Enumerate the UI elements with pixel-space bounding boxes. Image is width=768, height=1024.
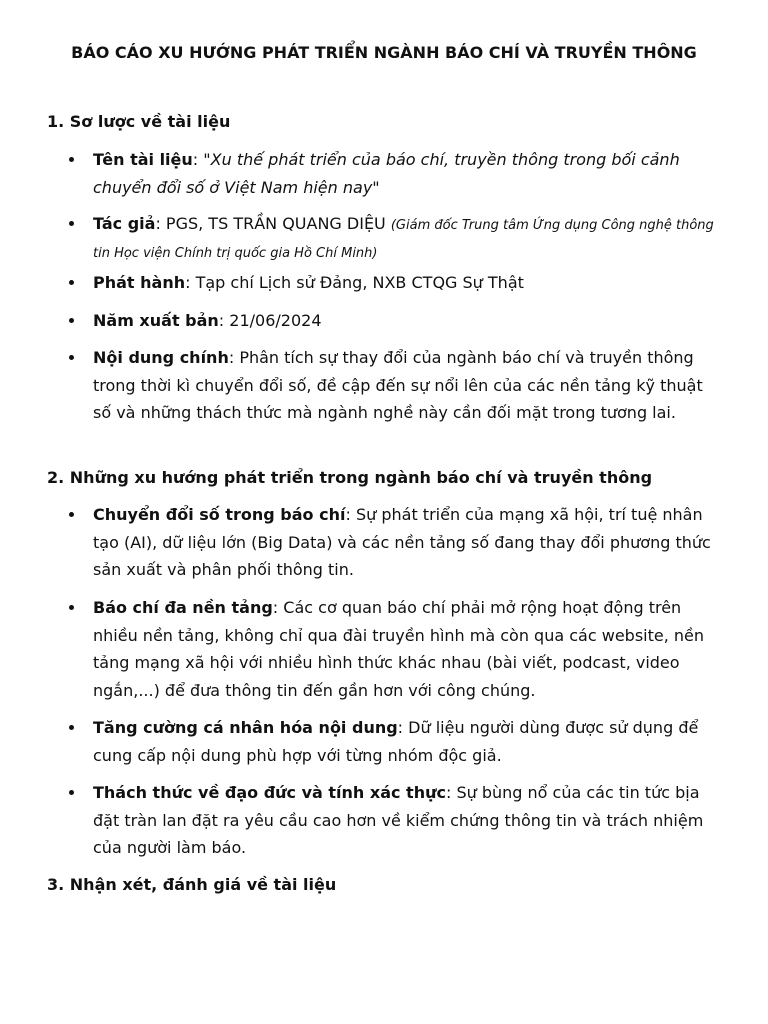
list-item-multi-platform	[93, 594, 718, 704]
item-separator: :	[445, 783, 457, 802]
item-value: Sự phát triển của mạng xã hội, trí tuệ nhân tạo (AI), dữ liệu lớn (Big Data) và các nền tảng số đang thay đổi phương thức sản xuất và phân phối thông tin.	[93, 505, 711, 579]
item-separator: :	[228, 348, 240, 367]
item-note: (Giám đốc Trung tâm Ứng dụng Công nghệ thông tin Học viện Chính trị quốc gia Hồ Chí Minh)	[93, 218, 714, 261]
bullet-icon	[69, 280, 74, 285]
item-label: Tăng cường cá nhân hóa nội dung	[93, 718, 398, 737]
bullet-icon	[69, 790, 74, 795]
list-item-ethics-challenge	[93, 779, 718, 862]
item-label: Chuyển đổi số trong báo chí	[93, 505, 346, 524]
list-item-document-name	[93, 146, 718, 201]
list-item-main-content	[93, 344, 718, 427]
list-item-publisher	[93, 269, 718, 297]
item-label: Thách thức về đạo đức và tính xác thực	[93, 783, 446, 802]
bullet-icon	[69, 725, 74, 730]
document-title: BÁO CÁO XU HƯỚNG PHÁT TRIỂN NGÀNH BÁO CHÍ VÀ TRUYỀN THÔNG	[71, 43, 697, 62]
item-separator: :	[185, 273, 196, 292]
item-end: "	[372, 177, 380, 197]
item-separator: :	[397, 718, 409, 737]
item-value: Xu thế phát triển của báo chí, truyền thông trong bối cảnh chuyển đổi số ở Việt Nam hiện nay	[93, 150, 680, 197]
item-value: Tạp chí Lịch sử Đảng, NXB CTQG Sự Thật	[195, 273, 524, 292]
section-1-heading: 1. Sơ lược về tài liệu	[47, 112, 231, 131]
bullet-icon	[69, 157, 74, 162]
item-separator: :	[218, 311, 230, 330]
item-separator: :	[272, 598, 284, 617]
item-value: Dữ liệu người dùng được sử dụng để cung cấp nội dung phù hợp với từng nhóm độc giả.	[93, 718, 699, 765]
item-label: Nội dung chính	[93, 348, 229, 367]
section-2-heading: 2. Những xu hướng phát triển trong ngành báo chí và truyền thông	[47, 468, 653, 487]
item-label: Năm xuất bản	[93, 311, 219, 330]
item-label: Báo chí đa nền tảng	[93, 598, 273, 617]
section-3-heading: 3. Nhận xét, đánh giá về tài liệu	[47, 875, 337, 894]
bullet-icon	[69, 221, 74, 226]
item-label: Tên tài liệu	[93, 150, 193, 169]
item-value: Sự bùng nổ của các tin tức bịa đặt tràn lan đặt ra yêu cầu cao hơn về kiểm chứng thông tin và trách nhiệm của người làm báo.	[93, 783, 704, 857]
bullet-icon	[69, 605, 74, 610]
bullet-icon	[69, 355, 74, 360]
item-label: Phát hành	[93, 273, 186, 292]
item-value: Các cơ quan báo chí phải mở rộng hoạt động trên nhiều nền tảng, không chỉ qua đài truyền hình mà còn qua các website, nền tảng mạng xã hội với nhiều hình thức khác nhau (bài viết, podcast, video ngắn,...) để đưa thông tin đến gần hơn với công chúng.	[93, 598, 705, 700]
item-separator: :	[155, 214, 166, 233]
item-value: Phân tích sự thay đổi của ngành báo chí và truyền thông trong thời kì chuyển đổi số, đề cập đến sự nổi lên của các nền tảng kỹ thuật số và những thách thức mà ngành nghề này cần đối mặt trong tương lai.	[93, 348, 703, 422]
item-value: 21/06/2024	[229, 311, 322, 330]
item-label: Tác giả	[93, 214, 156, 233]
list-item-personalization	[93, 714, 718, 769]
item-separator: : "	[192, 150, 211, 169]
list-item-publish-date	[93, 307, 718, 335]
bullet-icon	[69, 512, 74, 517]
bullet-icon	[69, 318, 74, 323]
list-item-author	[93, 210, 718, 266]
list-item-digital-transformation	[93, 501, 718, 584]
item-value: PGS, TS TRẦN QUANG DIỆU	[165, 214, 386, 233]
item-separator: :	[345, 505, 356, 524]
